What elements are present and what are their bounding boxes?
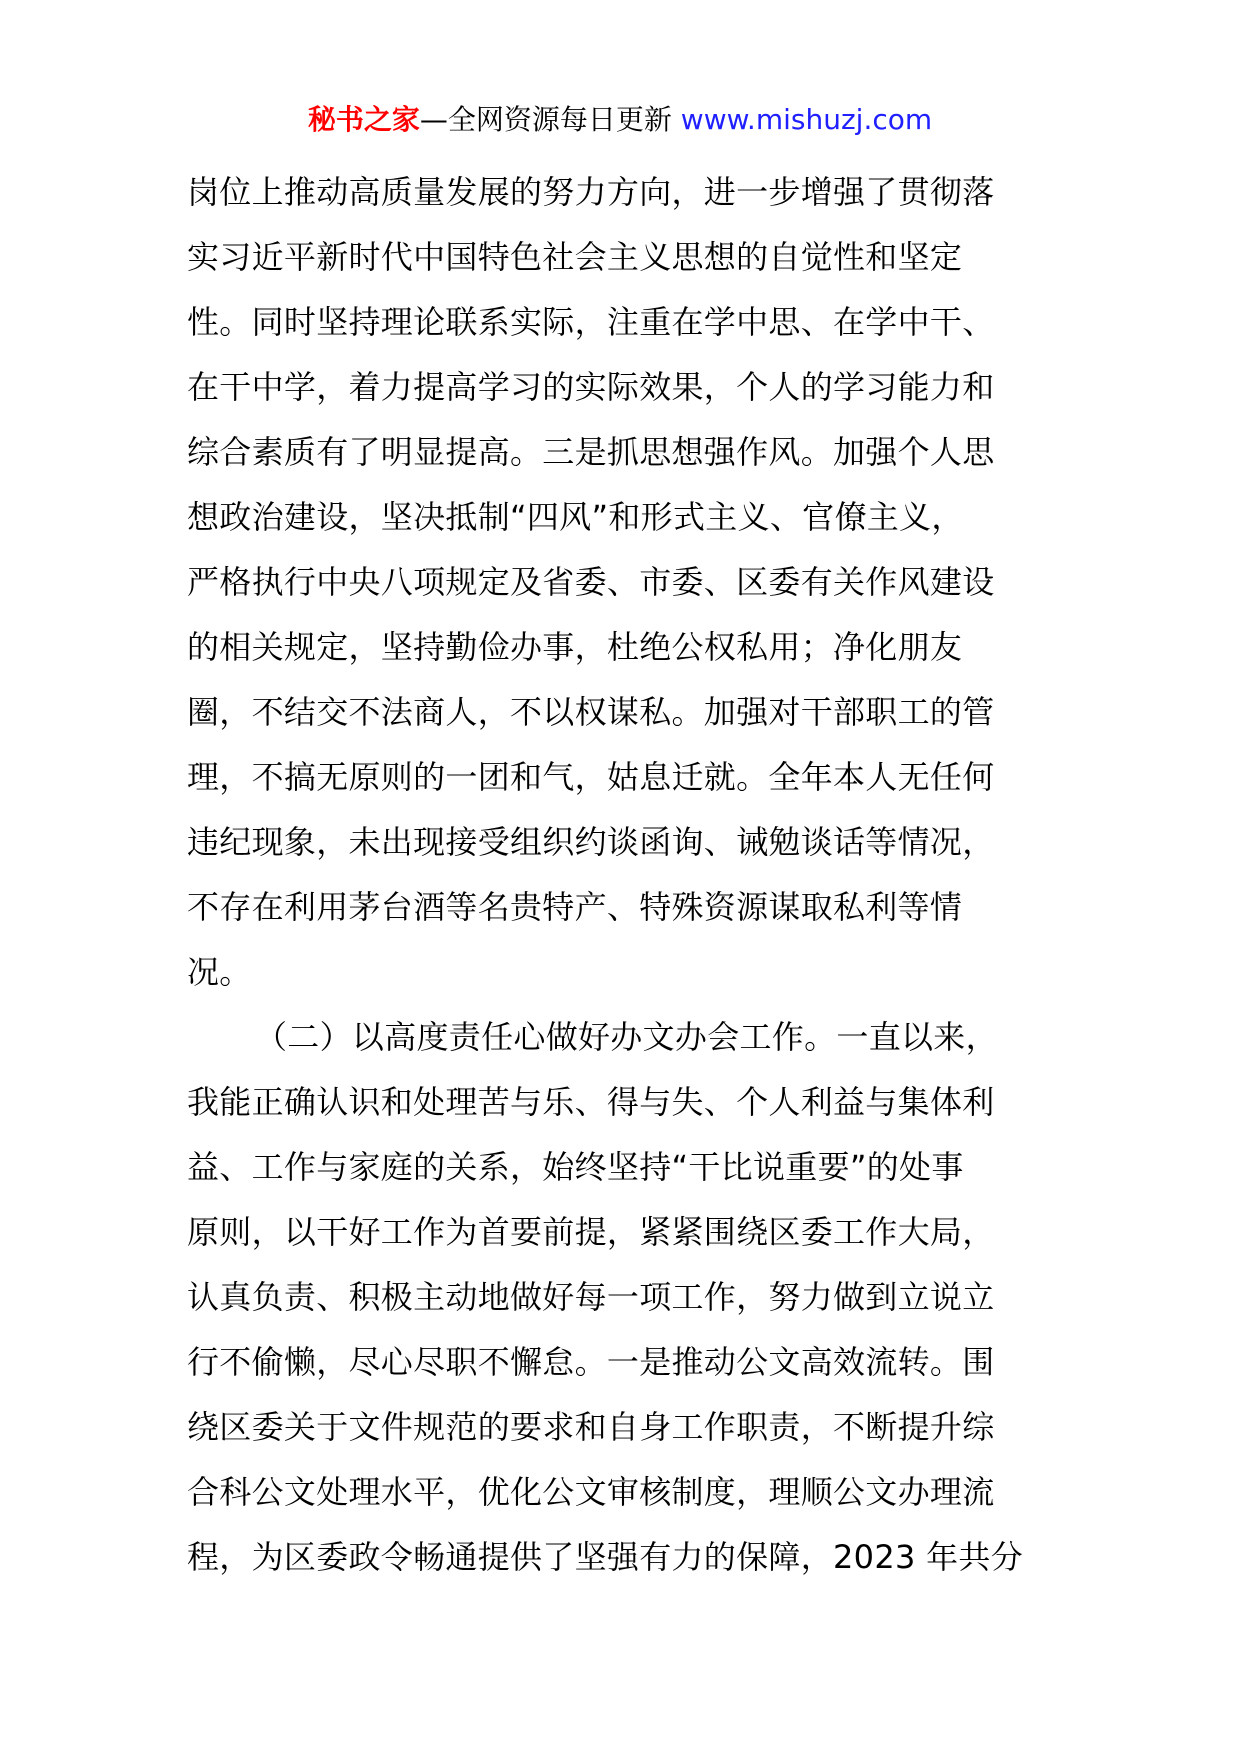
text-line: 合科公文处理水平，优化公文审核制度，理顺公文办理流 [187, 1473, 995, 1511]
text-line: 原则，以干好工作为首要前提，紧紧围绕区委工作大局， [187, 1213, 995, 1251]
header-tagline: —全网资源每日更新 [419, 103, 672, 136]
text-line: 综合素质有了明显提高。三是抓思想强作风。加强个人思 [187, 433, 995, 471]
text-line: 圈，不结交不法商人，不以权谋私。加强对干部职工的管 [187, 693, 995, 731]
section-heading-line: （二）以高度责任心做好办文办会工作。一直以来， [255, 1018, 998, 1056]
text-line: 的相关规定，坚持勤俭办事，杜绝公权私用；净化朋友 [187, 628, 963, 666]
document-body [187, 160, 1057, 1590]
text-line: 想政治建设，坚决抵制“四风”和形式主义、官僚主义， [187, 498, 964, 536]
text-line: 在干中学，着力提高学习的实际效果，个人的学习能力和 [187, 368, 995, 406]
text-line: 行不偷懒，尽心尽职不懈怠。一是推动公文高效流转。围 [187, 1343, 995, 1381]
text-line: 我能正确认识和处理苦与乐、得与失、个人利益与集体利 [187, 1083, 995, 1121]
text-line: 岗位上推动高质量发展的努力方向，进一步增强了贯彻落 [187, 173, 995, 211]
brand-name: 秘书之家 [307, 103, 420, 136]
text-line: 绕区委关于文件规范的要求和自身工作职责，不断提升综 [187, 1408, 995, 1446]
text-line: 性。同时坚持理论联系实际，注重在学中思、在学中干、 [187, 303, 995, 341]
text-line: 不存在利用茅台酒等名贵特产、特殊资源谋取私利等情 [187, 888, 963, 926]
text-line: 程，为区委政令畅通提供了坚强有力的保障，2023 年共分 [187, 1538, 1024, 1576]
site-url-link[interactable]: www.mishuzj.com [680, 103, 933, 136]
text-line: 认真负责、积极主动地做好每一项工作，努力做到立说立 [187, 1278, 995, 1316]
text-line: 违纪现象，未出现接受组织约谈函询、诫勉谈话等情况， [187, 823, 995, 861]
text-line: 严格执行中央八项规定及省委、市委、区委有关作风建设 [187, 563, 995, 601]
text-line: 益、工作与家庭的关系，始终坚持“干比说重要”的处事 [187, 1148, 964, 1186]
text-line: 理，不搞无原则的一团和气，姑息迁就。全年本人无任何 [187, 758, 995, 796]
site-header [0, 100, 1240, 140]
text-line: 况。 [187, 953, 252, 991]
text-line: 实习近平新时代中国特色社会主义思想的自觉性和坚定 [187, 238, 963, 276]
